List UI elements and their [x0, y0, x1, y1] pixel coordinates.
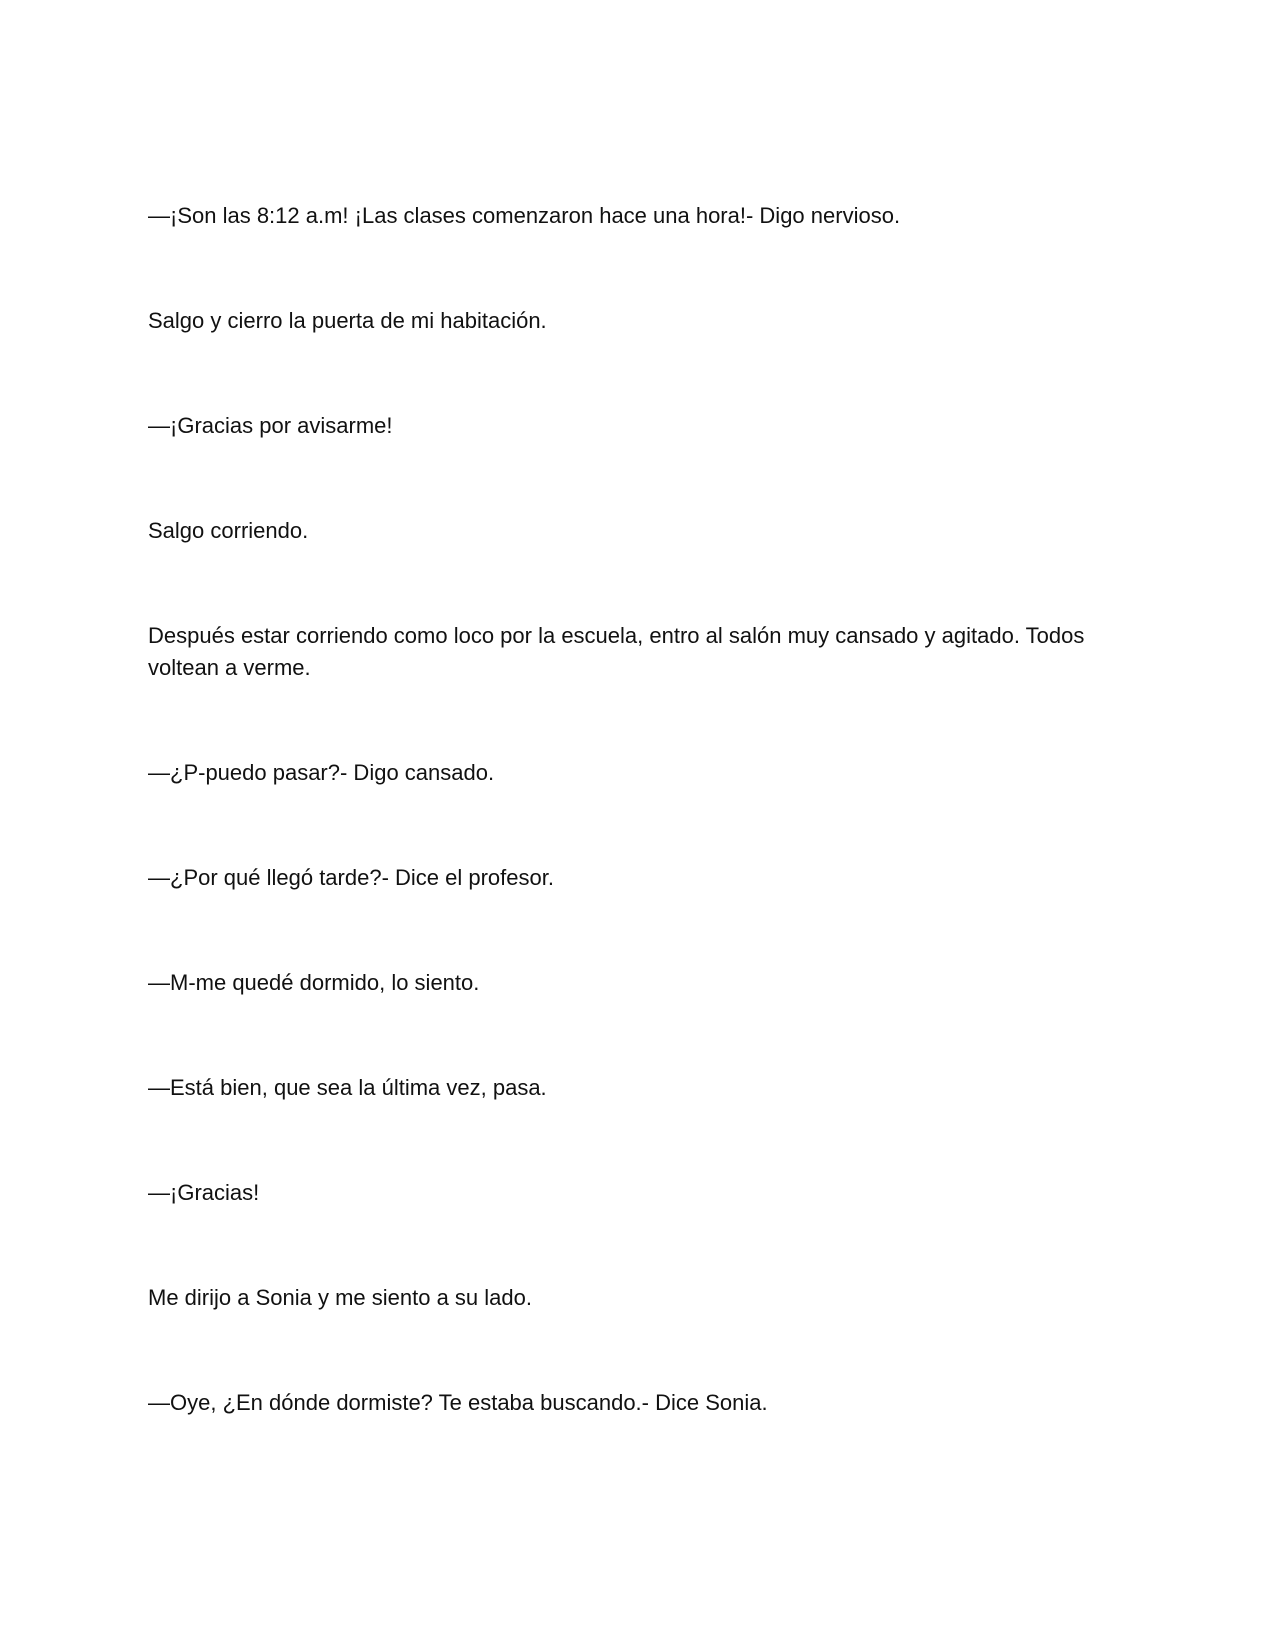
paragraph-9: —Está bien, que sea la última vez, pasa.: [148, 1075, 547, 1100]
paragraph-6: —¿P-puedo pasar?- Digo cansado.: [148, 760, 495, 785]
paragraph-10: —¡Gracias!: [148, 1180, 260, 1205]
paragraph-8: —M-me quedé dormido, lo siento.: [148, 970, 480, 995]
paragraph-12: —Oye, ¿En dónde dormiste? Te estaba buscando.- Dice Sonia.: [148, 1390, 768, 1415]
paragraph-3: —¡Gracias por avisarme!: [148, 413, 393, 438]
paragraph-1: —¡Son las 8:12 a.m! ¡Las clases comenzaron hace una hora!- Digo nervioso.: [148, 203, 901, 228]
paragraph-7: —¿Por qué llegó tarde?- Dice el profesor.: [148, 865, 554, 890]
paragraph-11: Me dirijo a Sonia y me siento a su lado.: [148, 1285, 532, 1310]
paragraph-2: Salgo y cierro la puerta de mi habitación.: [148, 308, 547, 333]
paragraph-5: Después estar corriendo como loco por la escuela, entro al salón muy cansado y agitado. Todos voltean a verme.: [148, 623, 1085, 680]
paragraph-4: Salgo corriendo.: [148, 518, 309, 543]
